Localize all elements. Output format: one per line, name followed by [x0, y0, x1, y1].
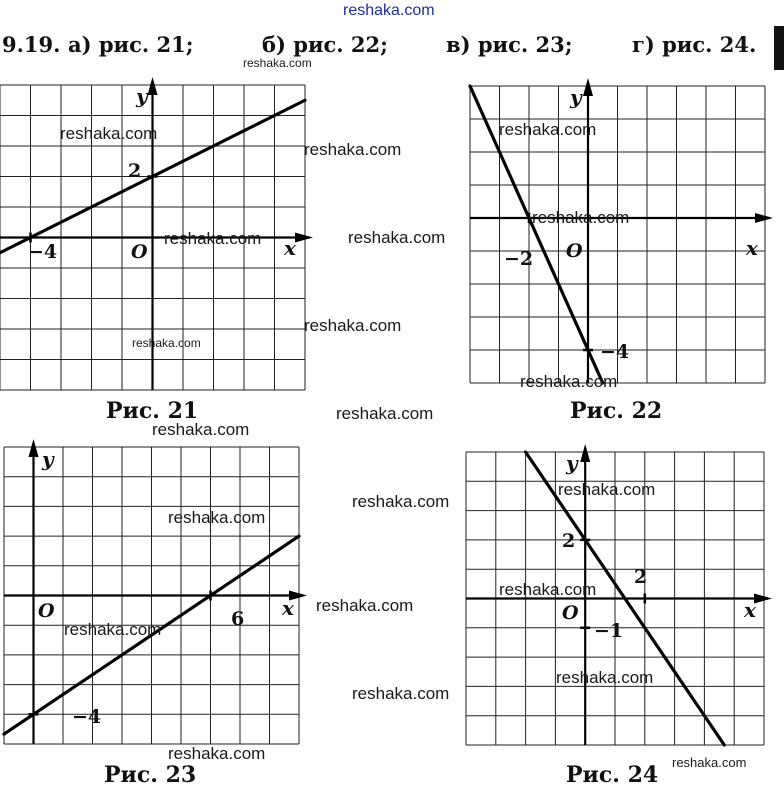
page-edge-bar [774, 26, 784, 70]
part-d: г) рис. 24. [632, 32, 757, 57]
fig23-tick-x: 6 [231, 608, 245, 630]
watermark: reshaka.com [164, 229, 262, 248]
watermark: reshaka.com [152, 420, 250, 439]
watermark: reshaka.com [520, 372, 618, 391]
watermark: reshaka.com [316, 596, 414, 615]
fig21-caption: Рис. 21 [106, 398, 199, 424]
fig24-x-label: x [744, 598, 756, 622]
fig23-x-label: x [282, 596, 294, 620]
fig22-origin: O [566, 240, 583, 262]
watermark: reshaka.com [558, 480, 656, 499]
x-axis-arrow [295, 233, 313, 243]
part-b: б) рис. 22; [262, 32, 388, 57]
fig24-origin: O [562, 602, 579, 624]
fig22-y-label: y [570, 85, 582, 109]
fig23-y-label: y [42, 447, 54, 471]
y-axis-arrow [580, 444, 590, 462]
watermark: reshaka.com [168, 744, 266, 763]
watermark: reshaka.com [672, 755, 747, 770]
fig21-y-label: y [136, 84, 148, 108]
fig24-tick-x: 2 [634, 566, 648, 588]
watermark: reshaka.com [499, 580, 597, 599]
fig23-origin: O [38, 600, 55, 622]
watermark: reshaka.com [304, 316, 402, 335]
watermark: reshaka.com [352, 492, 450, 511]
fig23-caption: Рис. 23 [104, 762, 197, 788]
fig23-tick-y: −4 [72, 706, 102, 728]
watermark: reshaka.com [64, 620, 162, 639]
watermark: reshaka.com [243, 56, 312, 70]
watermark: reshaka.com [168, 508, 266, 527]
problem-number: 9.19. [2, 32, 61, 57]
watermark: reshaka.com [556, 668, 654, 687]
fig21-tick-y: 2 [128, 160, 142, 182]
x-axis-arrow [755, 213, 773, 223]
y-axis-arrow [148, 77, 158, 95]
part-c: в) рис. 23; [446, 32, 573, 57]
y-axis-arrow [583, 78, 593, 96]
watermark: reshaka.com [132, 336, 201, 350]
fig24-caption: Рис. 24 [566, 762, 659, 788]
x-axis-arrow [754, 594, 772, 604]
fig24-tick-y-top: 2 [562, 530, 576, 552]
fig21-tick-x: −4 [28, 241, 58, 263]
watermark: reshaka.com [348, 228, 446, 247]
watermark: reshaka.com [352, 684, 450, 703]
watermark: reshaka.com [499, 120, 597, 139]
fig22-tick-x: −2 [504, 248, 534, 270]
fig24-y-label: y [566, 451, 578, 475]
fig21-x-label: x [284, 236, 296, 260]
figure-23-graph [4, 447, 299, 744]
watermark: reshaka.com [532, 208, 630, 227]
part-a: а) рис. 21; [68, 32, 194, 57]
watermark: reshaka.com [336, 404, 434, 423]
fig22-caption: Рис. 22 [570, 398, 663, 424]
y-axis-arrow [29, 439, 39, 457]
fig21-origin: O [131, 241, 148, 263]
site-header-link[interactable]: reshaka.com [343, 2, 435, 19]
watermark: reshaka.com [304, 140, 402, 159]
fig22-x-label: x [746, 236, 758, 260]
fig24-tick-y-bottom: −1 [594, 620, 624, 642]
watermark: reshaka.com [60, 124, 158, 143]
fig22-tick-y: −4 [600, 341, 630, 363]
